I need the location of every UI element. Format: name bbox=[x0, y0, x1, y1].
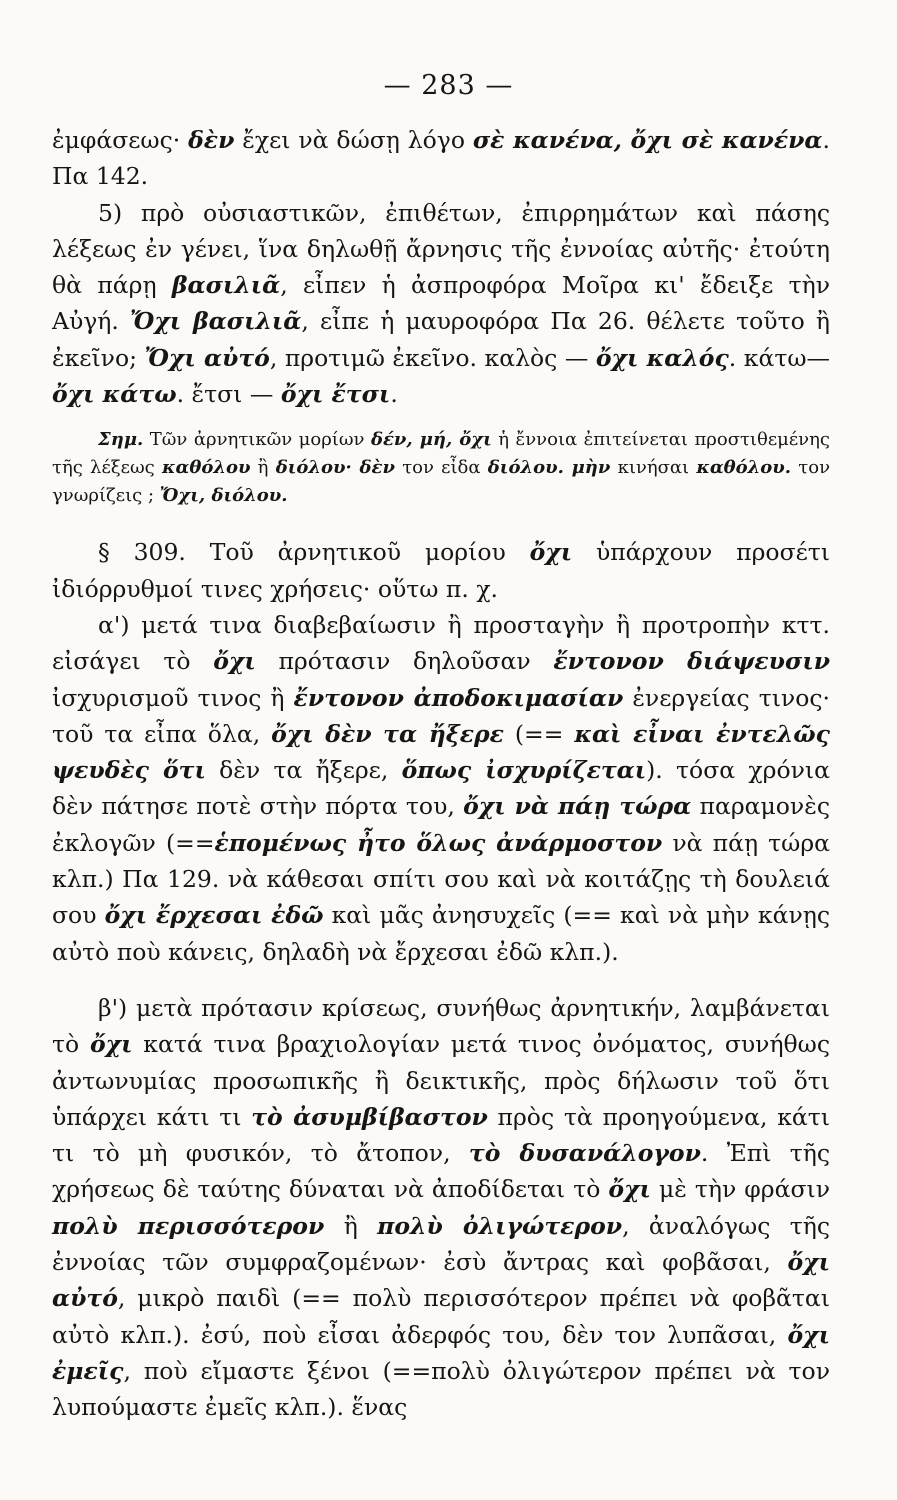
emphasized-text: Ὄχι, διόλου. bbox=[159, 485, 288, 507]
paragraph bbox=[52, 607, 830, 970]
emphasized-text: καθόλου bbox=[161, 457, 251, 479]
text-run: ἡ ἔννοια ἐπιτείνεται προστιθεμένης τῆς λέξεως bbox=[52, 429, 830, 479]
text-run: § 309. Τοῦ ἀρνητικοῦ μορίου bbox=[98, 538, 530, 567]
emphasized-text: Ὄχι αὐτό bbox=[144, 343, 270, 372]
body-text bbox=[52, 122, 830, 1426]
emphasized-text: ὄχι ἐμεῖς bbox=[52, 1320, 830, 1385]
text-run: . ἔτσι — bbox=[176, 380, 281, 409]
emphasized-text: τὸ ἀσυμβίβαστον bbox=[251, 1102, 488, 1131]
text-run: κατά τινα βραχιολογίαν μετά τινος ὀνόματος, συνήθως ἀντωνυμίας προσωπικῆς ἢ δεικτικῆς, πρὸς δήλωσιν τοῦ ὅτι ὑπάρχει κάτι τι bbox=[52, 1030, 830, 1131]
text-run: ὑπάρχουν προσέτι ἰδιόρρυθμοί τινες χρήσεις· οὕτω π. χ. bbox=[52, 538, 830, 603]
emphasized-text: ὄχι κάτω bbox=[52, 380, 177, 409]
emphasized-text: ὄχι bbox=[213, 647, 256, 676]
text-run: . Ἐπὶ τῆς χρήσεως δὲ ταύτης δύναται νὰ ἀποδίδεται τὸ bbox=[52, 1139, 831, 1204]
paragraph bbox=[52, 122, 830, 195]
emphasized-text: ἑπομένως ἦτο ὅλως ἀνάρμοστον bbox=[214, 828, 663, 857]
text-run: μὲ τὴν φράσιν bbox=[650, 1175, 830, 1204]
footnote bbox=[52, 426, 830, 510]
emphasized-text: ὄχι ἔρχεσαι ἐδῶ bbox=[104, 901, 324, 930]
text-run: , εἶπεν ἡ ἀσπροφόρα Μοῖρα κι' ἔδειξε τὴν Αὐγή. bbox=[52, 271, 831, 336]
emphasized-text: ὄχι bbox=[529, 538, 573, 567]
text-run: , ποὺ εἴμαστε ξένοι (==πολὺ ὀλιγώτερον πρέπει νὰ τον λυπούμαστε ἐμεῖς κλπ.). ἕνας bbox=[52, 1356, 830, 1422]
section-paragraph bbox=[52, 534, 830, 607]
text-run: παραμονὲς ἐκλογῶν (== bbox=[52, 792, 830, 857]
paragraph bbox=[52, 990, 830, 1426]
emphasized-text: πολὺ περισσότερον bbox=[52, 1211, 325, 1240]
emphasized-text: ὄχι νὰ πάῃ τώρα bbox=[463, 792, 692, 821]
text-run: ἰσχυρισμοῦ τινος ἢ bbox=[52, 683, 294, 712]
text-run: , προτιμῶ ἐκεῖνο. καλὸς — bbox=[269, 343, 596, 372]
text-run: ). τόσα χρόνια δὲν πάτησε ποτὲ στὴν πόρτα του, bbox=[52, 756, 830, 821]
emphasized-text: καθόλου. bbox=[696, 457, 792, 479]
emphasized-text: ἔντονον διάψευσιν bbox=[553, 647, 830, 676]
emphasized-text: ὄχι καλός bbox=[595, 343, 729, 372]
emphasized-text: ὄχι bbox=[89, 1030, 133, 1059]
emphasized-text: ὄχι bbox=[608, 1175, 651, 1204]
text-run: κινήσαι bbox=[610, 457, 697, 479]
emphasized-text: διόλου· δὲν bbox=[275, 457, 395, 479]
text-run: ἐμφάσεως· bbox=[52, 126, 189, 154]
paragraph bbox=[52, 195, 830, 413]
emphasized-text: τὸ δυσανάλογον bbox=[468, 1139, 701, 1168]
text-run: . κάτω— bbox=[728, 343, 831, 372]
text-run: , μικρὸ παιδὶ (== πολὺ περισσότερον πρέπει νὰ φοβᾶται αὐτὸ κλπ.). ἐσύ, ποὺ εἶσαι ἀδερφός του, δὲν τον λυπᾶσαι, bbox=[52, 1284, 830, 1349]
text-run: β') μετὰ πρότασιν κρίσεως, συνήθως ἀρνητικήν, λαμβάνεται τὸ bbox=[52, 993, 830, 1059]
text-run: δὲν τα ἤξερε, bbox=[205, 756, 402, 785]
text-run: τον γνωρίζεις ; bbox=[52, 457, 831, 507]
text-run: . bbox=[390, 380, 398, 409]
text-run: ἢ bbox=[324, 1211, 378, 1240]
emphasized-text: διόλου. μὴν bbox=[487, 457, 611, 479]
text-run: ἢ bbox=[250, 457, 276, 479]
emphasized-text: ὄχι αὐτό bbox=[52, 1248, 830, 1313]
text-run: (== bbox=[503, 719, 575, 748]
text-run: . Πα 142. bbox=[52, 126, 830, 191]
emphasized-text: ὄχι ἔτσι bbox=[280, 380, 391, 409]
text-run: , ἀναλόγως τῆς ἐννοίας τῶν συμφραζομένων· ἐσὺ ἄντρας καὶ φοβᾶσαι, bbox=[52, 1211, 830, 1277]
emphasized-text: σὲ κανένα, ὄχι σὲ κανένα bbox=[472, 126, 823, 154]
emphasized-text: ὄχι δὲν τα ἤξερε bbox=[271, 719, 504, 748]
text-run: πρὸς τὰ προηγούμενα, κάτι τι τὸ μὴ φυσικόν, τὸ ἄτοπον, bbox=[52, 1102, 830, 1168]
text-run: καὶ μᾶς ἀνησυχεῖς (== καὶ νὰ μὴν κάνῃς αὐτὸ ποὺ κάνεις, δηλαδὴ νὰ ἔρχεσαι ἐδῶ κλπ.). bbox=[52, 901, 831, 966]
text-run: τον εἶδα bbox=[394, 457, 488, 479]
text-run: 5) πρὸ οὐσιαστικῶν, ἐπιθέτων, ἐπιρρημάτων καὶ πάσης λέξεως ἐν γένει, ἵνα δηλωθῇ ἄρνησις τῆς ἐννοίας αὐτῆς· ἐτούτη θὰ πάρῃ bbox=[52, 198, 830, 300]
emphasized-text: δέν, μή, ὄχι bbox=[370, 429, 492, 451]
text-run: πρότασιν δηλοῦσαν bbox=[255, 647, 554, 676]
text-run: ἐνεργείας τινος· τοῦ τα εἶπα ὅλα, bbox=[52, 683, 830, 748]
emphasized-text: ἔντονον ἀποδοκιμασίαν bbox=[293, 683, 624, 712]
text-run: , εἶπε ἡ μαυροφόρα Πα 26. θέλετε τοῦτο ἢ ἐκεῖνο; bbox=[52, 307, 830, 372]
text-run: Τῶν ἀρνητικῶν μορίων bbox=[143, 429, 371, 451]
text-run: νὰ πάῃ τώρα κλπ.) Πα 129. νὰ κάθεσαι σπίτι σου καὶ νὰ κοιτάζῃς τὴ δουλειά σου bbox=[52, 828, 831, 930]
emphasized-text: καὶ εἶναι ἐντελῶς ψευδὲς ὅτι bbox=[52, 719, 830, 785]
text-run: ἔχει νὰ δώσῃ λόγο bbox=[234, 126, 473, 154]
page-number: — 283 — bbox=[383, 70, 514, 101]
emphasized-text: ὅπως ἰσχυρίζεται bbox=[401, 756, 647, 785]
emphasized-text: δὲν bbox=[188, 126, 235, 154]
emphasized-text: πολὺ ὀλιγώτερον bbox=[377, 1211, 623, 1240]
emphasized-text: βασιλιᾶ bbox=[171, 271, 281, 300]
text-run: α') μετά τινα διαβεβαίωσιν ἢ προσταγὴν ἢ προτροπὴν κττ. εἰσάγει τὸ bbox=[52, 610, 830, 676]
emphasized-text: Σημ. bbox=[98, 429, 144, 451]
emphasized-text: Ὄχι βασιλιᾶ bbox=[130, 307, 302, 336]
